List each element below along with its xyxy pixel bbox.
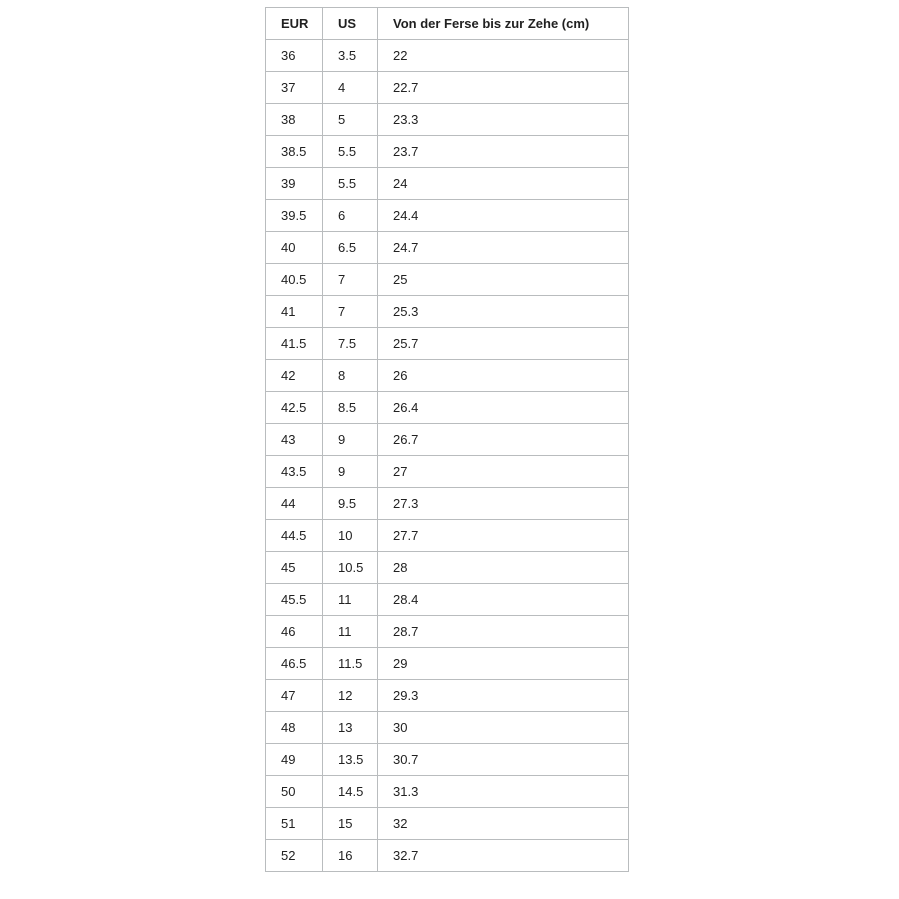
table-cell: 39 <box>266 168 323 200</box>
table-cell: 32.7 <box>378 840 629 872</box>
size-conversion-table <box>265 7 629 872</box>
table-cell: 27.3 <box>378 488 629 520</box>
table-cell: 4 <box>323 72 378 104</box>
table-cell: 10.5 <box>323 552 378 584</box>
table-cell: 28.7 <box>378 616 629 648</box>
table-cell: 13.5 <box>323 744 378 776</box>
table-row <box>266 296 629 328</box>
header-row <box>266 8 629 40</box>
table-row <box>266 136 629 168</box>
table-cell: 30.7 <box>378 744 629 776</box>
table-row <box>266 392 629 424</box>
table-row <box>266 776 629 808</box>
table-cell: 40 <box>266 232 323 264</box>
header-cell-eur: EUR <box>266 8 323 40</box>
table-row <box>266 808 629 840</box>
table-row <box>266 488 629 520</box>
table-cell: 8 <box>323 360 378 392</box>
table-cell: 24.4 <box>378 200 629 232</box>
table-cell: 24 <box>378 168 629 200</box>
table-cell: 29 <box>378 648 629 680</box>
table-cell: 38 <box>266 104 323 136</box>
table-cell: 30 <box>378 712 629 744</box>
header-cell-us: US <box>323 8 378 40</box>
table-cell: 15 <box>323 808 378 840</box>
table-row <box>266 520 629 552</box>
table-cell: 14.5 <box>323 776 378 808</box>
table-cell: 10 <box>323 520 378 552</box>
table-row <box>266 328 629 360</box>
table-cell: 16 <box>323 840 378 872</box>
table-cell: 22.7 <box>378 72 629 104</box>
table-cell: 36 <box>266 40 323 72</box>
table-cell: 43 <box>266 424 323 456</box>
table-cell: 42 <box>266 360 323 392</box>
table-row <box>266 648 629 680</box>
table-row <box>266 40 629 72</box>
table-cell: 6.5 <box>323 232 378 264</box>
table-cell: 32 <box>378 808 629 840</box>
table-row <box>266 840 629 872</box>
table-cell: 51 <box>266 808 323 840</box>
table-cell: 48 <box>266 712 323 744</box>
table-cell: 44 <box>266 488 323 520</box>
table-cell: 11.5 <box>323 648 378 680</box>
table-cell: 41.5 <box>266 328 323 360</box>
table-cell: 28.4 <box>378 584 629 616</box>
table-row <box>266 680 629 712</box>
table-cell: 23.7 <box>378 136 629 168</box>
table-cell: 25.3 <box>378 296 629 328</box>
table-cell: 40.5 <box>266 264 323 296</box>
table-cell: 38.5 <box>266 136 323 168</box>
table-cell: 28 <box>378 552 629 584</box>
table-cell: 49 <box>266 744 323 776</box>
table-row <box>266 200 629 232</box>
table-cell: 23.3 <box>378 104 629 136</box>
table-cell: 39.5 <box>266 200 323 232</box>
table-row <box>266 104 629 136</box>
table-cell: 46 <box>266 616 323 648</box>
table-cell: 41 <box>266 296 323 328</box>
table-cell: 5.5 <box>323 168 378 200</box>
table-cell: 3.5 <box>323 40 378 72</box>
table-row <box>266 232 629 264</box>
table-cell: 9 <box>323 456 378 488</box>
table-cell: 6 <box>323 200 378 232</box>
table-cell: 26.7 <box>378 424 629 456</box>
table-cell: 7 <box>323 264 378 296</box>
table-row <box>266 584 629 616</box>
table-row <box>266 712 629 744</box>
table-row <box>266 424 629 456</box>
table-cell: 11 <box>323 584 378 616</box>
table-cell: 25 <box>378 264 629 296</box>
table-cell: 12 <box>323 680 378 712</box>
table-cell: 22 <box>378 40 629 72</box>
table-cell: 11 <box>323 616 378 648</box>
table-cell: 25.7 <box>378 328 629 360</box>
table-cell: 26 <box>378 360 629 392</box>
table-row <box>266 360 629 392</box>
table-cell: 46.5 <box>266 648 323 680</box>
table-cell: 9 <box>323 424 378 456</box>
table-cell: 9.5 <box>323 488 378 520</box>
table-cell: 26.4 <box>378 392 629 424</box>
table-cell: 27.7 <box>378 520 629 552</box>
table-row <box>266 168 629 200</box>
table-cell: 5 <box>323 104 378 136</box>
table-cell: 29.3 <box>378 680 629 712</box>
table-cell: 52 <box>266 840 323 872</box>
table-row <box>266 744 629 776</box>
table-cell: 8.5 <box>323 392 378 424</box>
table-cell: 31.3 <box>378 776 629 808</box>
table-cell: 50 <box>266 776 323 808</box>
table-row <box>266 456 629 488</box>
table-row <box>266 264 629 296</box>
table-row <box>266 552 629 584</box>
table-cell: 7.5 <box>323 328 378 360</box>
table-cell: 45 <box>266 552 323 584</box>
table-cell: 13 <box>323 712 378 744</box>
table-cell: 24.7 <box>378 232 629 264</box>
table-cell: 42.5 <box>266 392 323 424</box>
table-row <box>266 72 629 104</box>
header-cell-heel-to-toe: Von der Ferse bis zur Zehe (cm) <box>378 8 629 40</box>
table-cell: 45.5 <box>266 584 323 616</box>
table-cell: 43.5 <box>266 456 323 488</box>
table-cell: 7 <box>323 296 378 328</box>
table-cell: 47 <box>266 680 323 712</box>
table-cell: 5.5 <box>323 136 378 168</box>
table-cell: 27 <box>378 456 629 488</box>
table-cell: 44.5 <box>266 520 323 552</box>
table-body <box>266 40 629 872</box>
table-header <box>266 8 629 40</box>
table-row <box>266 616 629 648</box>
table-cell: 37 <box>266 72 323 104</box>
